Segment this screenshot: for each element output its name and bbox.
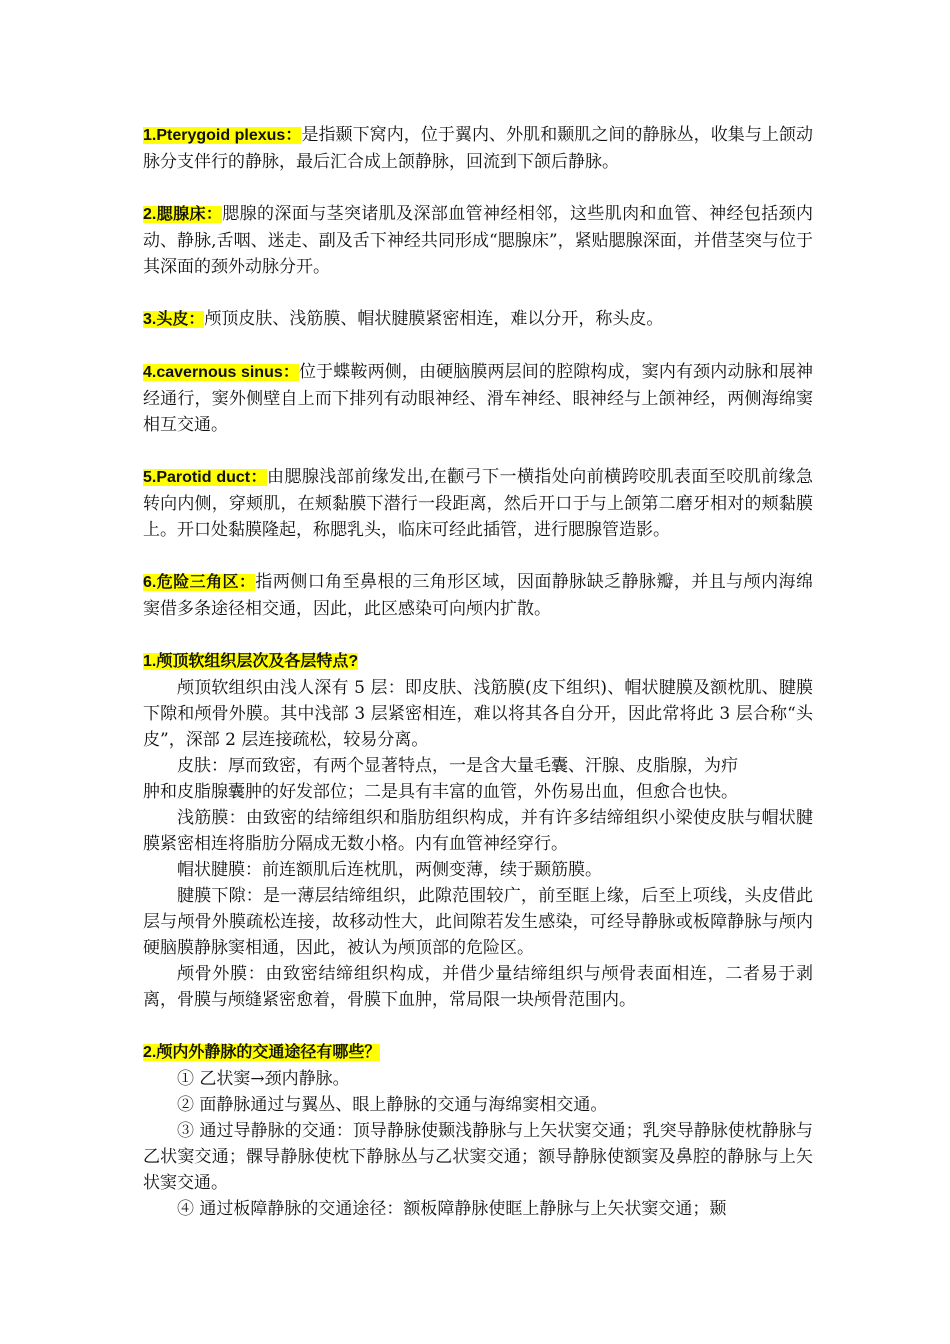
- spacer: [143, 333, 813, 359]
- definition-text: 腮腺的深面与茎突诸肌及深部血管神经相邻，这些肌肉和血管、神经包括颈内动、静脉,舌咽、迷走、副及舌下神经共同形成“腮腺床”，紧贴腮腺深面，并借茎突与位于其深面的颈外动脉分开。: [143, 204, 813, 277]
- spacer: [143, 175, 813, 201]
- question-2-heading: 2.颅内外静脉的交通途径有哪些？: [143, 1044, 381, 1061]
- definition-text: 是指颞下窝内，位于翼内、外肌和颞肌之间的静脉丛，收集与上颌动脉分支伴行的静脉，最后汇合成上颌静脉，回流到下颌后静脉。: [143, 125, 813, 172]
- definition-6: [143, 569, 813, 622]
- document-page: [143, 122, 813, 1222]
- spacer: [143, 280, 813, 306]
- definition-text: 由腮腺浅部前缘发出,在颧弓下一横指处向前横跨咬肌表面至咬肌前缘急转向内侧，穿颊肌，在颊黏膜下潜行一段距离，然后开口于与上颌第二磨牙相对的颊黏膜上。开口处黏膜隆起，称腮乳头，临床可经此插管，进行腮腺管造影。: [143, 467, 813, 540]
- spacer: [143, 1013, 813, 1039]
- definition-term: 1.Pterygoid plexus：: [143, 127, 302, 144]
- q1-paragraph: 颅骨外膜：由致密结缔组织构成，并借少量结缔组织与颅骨表面相连，二者易于剥离，骨膜与颅缝紧密愈着，骨膜下血肿，常局限一块颅骨范围内。: [143, 964, 813, 1010]
- definition-3: [143, 306, 813, 333]
- q1-paragraph: 帽状腱膜：前连额肌后连枕肌，两侧变薄，续于颞筋膜。: [177, 860, 602, 880]
- definition-1: [143, 122, 813, 175]
- definition-text: 颅顶皮肤、浅筋膜、帽状腱膜紧密相连，难以分开，称头皮。: [204, 309, 664, 329]
- q2-item: ③ 通过导静脉的交通：顶导静脉使颞浅静脉与上矢状窦交通；乳突导静脉使枕静脉与乙状窦交通；髁导静脉使枕下静脉丛与乙状窦交通；额导静脉使额窦及鼻腔的静脉与上矢状窦交通。: [143, 1121, 813, 1193]
- definition-term: 3.头皮：: [143, 311, 205, 328]
- q2-item: ② 面静脉通过与翼丛、眼上静脉的交通与海绵窦相交通。: [177, 1095, 608, 1115]
- q1-paragraph: 腱膜下隙：是一薄层结缔组织，此隙范围较广，前至眶上缘，后至上项线，头皮借此层与颅骨外膜疏松连接，故移动性大，此间隙若发生感染，可经导静脉或板障静脉与颅内硬脑膜静脉窦相通，因此，被认为颅顶部的危险区。: [143, 886, 813, 958]
- spacer: [143, 622, 813, 648]
- q1-paragraph: 皮肤：厚而致密，有两个显著特点，一是含大量毛囊、汗腺、皮脂腺，为疖: [177, 756, 738, 776]
- spacer: [143, 543, 813, 569]
- question-1-heading: 1.颅顶软组织层次及各层特点?: [143, 653, 359, 670]
- definition-5: [143, 464, 813, 543]
- spacer: [143, 438, 813, 464]
- definition-4: [143, 359, 813, 438]
- definition-term: 5.Parotid duct：: [143, 469, 267, 486]
- definition-term: 2.腮腺床：: [143, 206, 223, 223]
- definition-text: 指两侧口角至鼻根的三角形区域，因面静脉缺乏静脉瓣，并且与颅内海绵窦借多条途径相交通，因此，此区感染可向颅内扩散。: [143, 572, 813, 619]
- definition-term: 4.cavernous sinus：: [143, 364, 300, 381]
- q2-item: ① 乙状窦→颈内静脉。: [177, 1069, 350, 1089]
- q1-paragraph-continuation: 肿和皮脂腺囊肿的好发部位；二是具有丰富的血管，外伤易出血，但愈合也快。: [143, 782, 738, 802]
- q2-item: ④ 通过板障静脉的交通途径：额板障静脉使眶上静脉与上矢状窦交通；颞: [177, 1199, 727, 1219]
- q1-paragraph: 浅筋膜：由致密的结缔组织和脂肪组织构成，并有许多结缔组织小梁使皮肤与帽状腱膜紧密相连将脂肪分隔成无数小格。内有血管神经穿行。: [143, 808, 813, 854]
- q1-paragraph: 颅顶软组织由浅人深有 5 层：即皮肤、浅筋膜(皮下组织)、帽状腱膜及额枕肌、腱膜下隙和颅骨外膜。其中浅部 3 层紧密相连，难以将其各自分开，因此常将此 3 层合称“头皮”，深部 2 层连接疏松，较易分离。: [143, 678, 813, 750]
- definition-2: [143, 201, 813, 280]
- definition-text: 位于蝶鞍两侧，由硬脑膜两层间的腔隙构成，窦内有颈内动脉和展神经通行，窦外侧壁自上而下排列有动眼神经、滑车神经、眼神经与上颌神经，两侧海绵窦相互交通。: [143, 362, 813, 435]
- definition-term: 6.危险三角区：: [143, 574, 256, 591]
